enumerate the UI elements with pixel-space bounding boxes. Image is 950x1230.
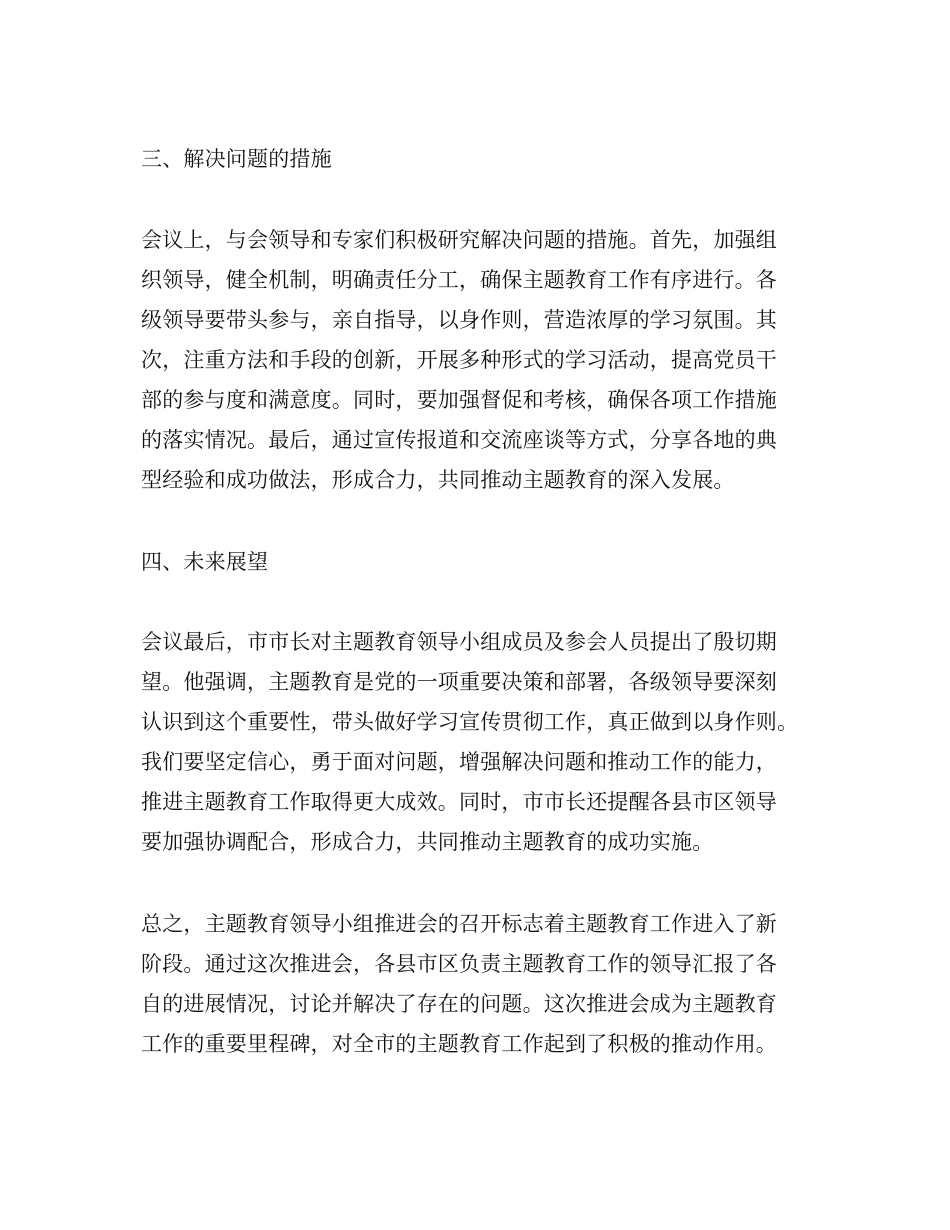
paragraph-line: 会议最后，市市长对主题教育领导小组成员及参会人员提出了殷切期 [141, 630, 777, 654]
section-heading-outlook: 四、未来展望 [141, 550, 269, 574]
paragraph-line: 次，注重方法和手段的创新，开展多种形式的学习活动，提高党员干 [141, 348, 777, 372]
paragraph-line: 的落实情况。最后，通过宣传报道和交流座谈等方式，分享各地的典 [141, 428, 777, 452]
paragraph-line: 织领导，健全机制，明确责任分工，确保主题教育工作有序进行。各 [141, 268, 777, 292]
paragraph-line: 会议上，与会领导和专家们积极研究解决问题的措施。首先，加强组 [141, 228, 777, 252]
paragraph-line: 级领导要带头参与，亲自指导，以身作则，营造浓厚的学习氛围。其 [141, 308, 777, 332]
paragraph-line: 工作的重要里程碑，对全市的主题教育工作起到了积极的推动作用。 [141, 1032, 777, 1056]
paragraph-line: 部的参与度和满意度。同时，要加强督促和考核，确保各项工作措施 [141, 388, 777, 412]
paragraph-line: 认识到这个重要性，带头做好学习宣传贯彻工作，真正做到以身作则。 [141, 710, 799, 734]
paragraph-line: 阶段。通过这次推进会，各县市区负责主题教育工作的领导汇报了各 [141, 952, 777, 976]
section-heading-measures: 三、解决问题的措施 [141, 147, 332, 171]
paragraph-line: 总之，主题教育领导小组推进会的召开标志着主题教育工作进入了新 [141, 912, 777, 936]
paragraph-line: 望。他强调，主题教育是党的一项重要决策和部署，各级领导要深刻 [141, 670, 777, 694]
paragraph-line: 自的进展情况，讨论并解决了存在的问题。这次推进会成为主题教育 [141, 992, 777, 1016]
paragraph-line: 推进主题教育工作取得更大成效。同时，市市长还提醒各县市区领导 [141, 790, 777, 814]
paragraph-line: 要加强协调配合，形成合力，共同推动主题教育的成功实施。 [141, 830, 714, 854]
paragraph-line: 型经验和成功做法，形成合力，共同推动主题教育的深入发展。 [141, 468, 735, 492]
paragraph-line: 我们要坚定信心，勇于面对问题，增强解决问题和推动工作的能力， [141, 750, 777, 774]
